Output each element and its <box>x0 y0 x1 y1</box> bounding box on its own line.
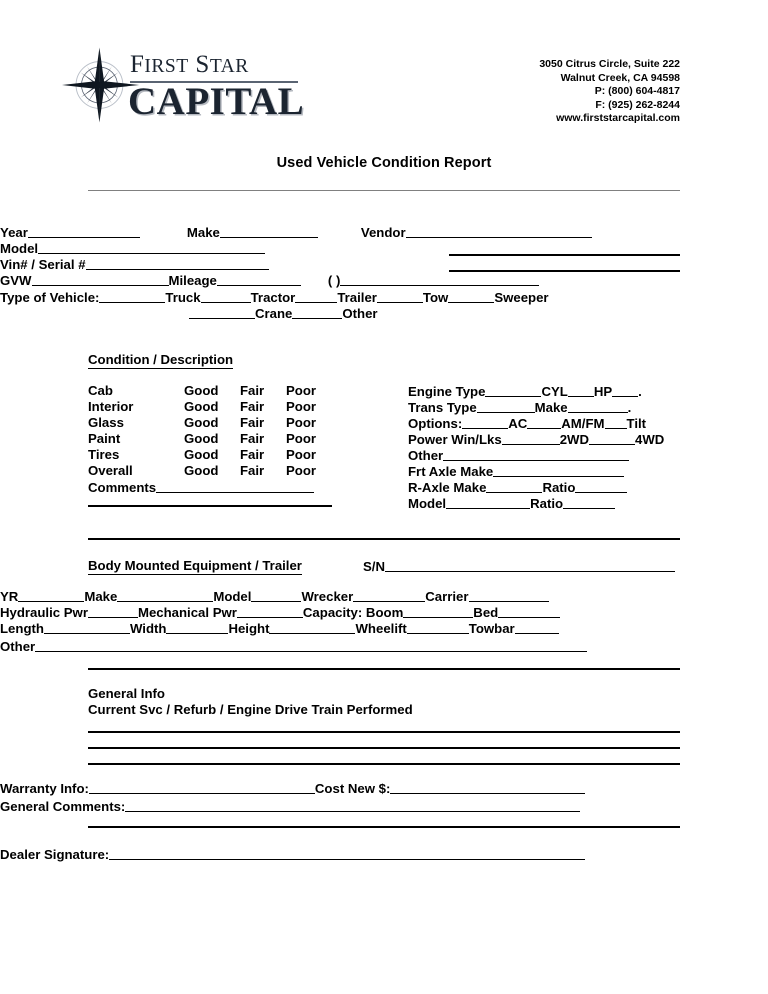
twowd-label: 2WD <box>559 432 589 447</box>
type-tractor-input-line[interactable] <box>295 289 337 303</box>
engine-row-period: . <box>638 384 642 399</box>
rating-poor[interactable]: Poor <box>286 431 317 446</box>
vehicle-gvw-mileage-row <box>0 272 539 288</box>
rating-fair[interactable]: Fair <box>240 399 265 414</box>
warranty-cost-row <box>0 780 585 796</box>
condition-section-divider <box>88 538 680 540</box>
condition-row-tires <box>88 447 316 462</box>
rear-axle-make-label: R-Axle Make <box>408 480 487 495</box>
condition-row-cab <box>88 383 316 398</box>
body-other-row <box>0 638 587 654</box>
vehicle-type-row <box>0 289 549 305</box>
wrecker-label: Wrecker <box>301 589 354 604</box>
rating-good[interactable]: Good <box>184 399 219 414</box>
trans-make-input-line[interactable] <box>568 399 628 413</box>
rating-fair[interactable]: Fair <box>240 431 265 446</box>
general-comments-row <box>0 798 580 814</box>
vendor-phone-input-line[interactable] <box>340 272 539 286</box>
vehicle-vin-row <box>0 256 269 272</box>
body-dimensions-row <box>0 620 559 636</box>
make-input-line[interactable] <box>220 224 318 238</box>
condition-item-label: Tires <box>88 447 120 462</box>
rating-fair[interactable]: Fair <box>240 415 265 430</box>
vendor-phone-paren: ( ) <box>327 273 341 288</box>
vendor-input-line[interactable] <box>406 224 592 238</box>
comments-input-line-1[interactable] <box>156 479 314 493</box>
type-truck-label: Truck <box>165 290 201 305</box>
rating-poor[interactable]: Poor <box>286 415 317 430</box>
body-make-label: Make <box>84 589 118 604</box>
body-yr-input-line[interactable] <box>18 588 84 602</box>
body-yr-label: YR <box>0 589 19 604</box>
engine-type-label: Engine Type <box>408 384 486 399</box>
body-equipment-heading: Body Mounted Equipment / Trailer <box>88 558 302 573</box>
hydraulic-pwr-label: Hydraulic Pwr <box>0 605 88 620</box>
general-info-heading: General Info <box>88 686 165 701</box>
body-make-input-line[interactable] <box>117 588 213 602</box>
rating-poor[interactable]: Poor <box>286 447 317 462</box>
height-label: Height <box>228 621 270 636</box>
engine-type-row <box>408 383 642 399</box>
rating-good[interactable]: Good <box>184 447 219 462</box>
engine-type-input-line[interactable] <box>485 383 541 397</box>
wheelift-label: Wheelift <box>355 621 407 636</box>
general-comments-input-line-1[interactable] <box>125 798 580 812</box>
type-other-label: Other <box>342 306 378 321</box>
body-other-input-line-2[interactable] <box>88 668 680 670</box>
front-axle-make-label: Frt Axle Make <box>408 464 494 479</box>
type-crane-input-line[interactable] <box>292 305 342 319</box>
mileage-input-line[interactable] <box>217 272 301 286</box>
gvw-label: GVW <box>0 273 32 288</box>
wrecker-input-line[interactable] <box>353 588 425 602</box>
year-input-line[interactable] <box>28 224 140 238</box>
body-yr-make-model-row <box>0 588 549 604</box>
cost-new-input-line[interactable] <box>390 780 585 794</box>
front-axle-input-line[interactable] <box>493 463 624 477</box>
length-input-line[interactable] <box>44 620 130 634</box>
type-truck-input-line[interactable] <box>201 289 251 303</box>
fourwd-label: 4WD <box>635 432 665 447</box>
warranty-input-line[interactable] <box>89 780 315 794</box>
power-windows-locks-row <box>408 431 664 447</box>
rating-good[interactable]: Good <box>184 431 219 446</box>
warranty-info-label: Warranty Info: <box>0 781 89 796</box>
logo-wordmark <box>128 44 305 128</box>
address-street: 3050 Citrus Circle, Suite 222 <box>539 58 680 70</box>
vehicle-model-row <box>0 240 265 256</box>
bed-label: Bed <box>473 605 499 620</box>
capacity-boom-label: Capacity: Boom <box>302 605 404 620</box>
width-input-line[interactable] <box>166 620 228 634</box>
cyl-label: CYL <box>541 384 568 399</box>
type-of-vehicle-label: Type of Vehicle: <box>0 290 100 305</box>
comments-input-line-2[interactable] <box>88 505 332 507</box>
axle-model-ratio-input-line[interactable] <box>563 495 615 509</box>
comments-label: Comments <box>88 480 157 495</box>
axle-model-input-line[interactable] <box>446 495 530 509</box>
vehicle-year-make-vendor-row <box>0 224 592 240</box>
mileage-label: Mileage <box>168 273 217 288</box>
model-label: Model <box>0 241 39 256</box>
rating-good[interactable]: Good <box>184 383 219 398</box>
wheelift-input-line[interactable] <box>407 620 469 634</box>
rating-poor[interactable]: Poor <box>286 463 317 478</box>
mechanical-other-label: Other <box>408 448 444 463</box>
general-comments-input-line-2[interactable] <box>88 826 680 828</box>
general-info-subheading: Current Svc / Refurb / Engine Drive Train Performed <box>88 702 413 717</box>
power-input-line[interactable] <box>502 431 560 445</box>
body-equipment-sn-row <box>363 558 675 574</box>
condition-item-label: Paint <box>88 431 121 446</box>
type-tow-input-line[interactable] <box>448 289 494 303</box>
condition-row-overall <box>88 463 316 478</box>
mechanical-pwr-label: Mechanical Pwr <box>137 605 237 620</box>
trans-type-label: Trans Type <box>408 400 477 415</box>
dealer-signature-input-line[interactable] <box>109 846 585 860</box>
tilt-label: Tilt <box>626 416 647 431</box>
height-input-line[interactable] <box>269 620 355 634</box>
hp-input-line[interactable] <box>612 383 638 397</box>
body-other-label: Other <box>0 639 36 654</box>
type-first-input-line[interactable] <box>99 289 165 303</box>
ac-input-line[interactable] <box>527 415 561 429</box>
mechanical-other-row <box>408 447 629 463</box>
options-row <box>408 415 646 431</box>
carrier-label: Carrier <box>425 589 469 604</box>
general-info-line-2[interactable] <box>88 747 680 749</box>
address-fax: F: (925) 262-8244 <box>595 98 680 111</box>
address-city-state-zip: Walnut Creek, CA 94598 <box>560 71 680 84</box>
condition-comments-row <box>88 479 314 495</box>
type-trailer-input-line[interactable] <box>377 289 423 303</box>
options-input-line[interactable] <box>462 415 508 429</box>
capacity-boom-input-line[interactable] <box>403 604 473 618</box>
title-divider-rule <box>88 190 680 191</box>
general-info-line-3[interactable] <box>88 763 680 765</box>
vehicle-type-row-2 <box>88 305 378 321</box>
condition-item-label: Overall <box>88 463 133 478</box>
body-other-input-line[interactable] <box>35 638 587 652</box>
rating-good[interactable]: Good <box>184 463 219 478</box>
power-win-lks-label: Power Win/Lks <box>408 432 502 447</box>
company-logo <box>62 44 305 136</box>
condition-item-label: Glass <box>88 415 124 430</box>
type-tow-label: Tow <box>422 290 449 305</box>
mechanical-other-input-line[interactable] <box>443 447 629 461</box>
condition-row-interior <box>88 399 316 414</box>
trans-row-period: . <box>627 400 632 415</box>
towbar-input-line[interactable] <box>515 620 559 634</box>
rating-poor[interactable]: Poor <box>286 383 317 398</box>
trans-type-input-line[interactable] <box>477 399 535 413</box>
rear-axle-input-line[interactable] <box>486 479 542 493</box>
type-tractor-label: Tractor <box>250 290 296 305</box>
condition-item-label: Interior <box>88 399 134 414</box>
general-info-line-1[interactable] <box>88 731 680 733</box>
address-website: www.firststarcapital.com <box>556 112 680 125</box>
condition-row-paint <box>88 431 316 446</box>
ac-label: AC <box>508 416 528 431</box>
document-header <box>0 0 768 145</box>
length-label: Length <box>0 621 44 636</box>
sn-label: S/N <box>363 559 385 574</box>
model-input-line[interactable] <box>38 240 265 254</box>
axle-model-ratio-label: Ratio <box>530 496 564 511</box>
dealer-signature-row <box>0 846 585 862</box>
rating-fair[interactable]: Fair <box>240 463 265 478</box>
trans-type-row <box>408 399 631 415</box>
type-sweeper-label: Sweeper <box>494 290 549 305</box>
rear-axle-ratio-label: Ratio <box>542 480 576 495</box>
condition-row-glass <box>88 415 316 430</box>
body-power-capacity-row <box>0 604 560 620</box>
type-trailer-label: Trailer <box>337 290 377 305</box>
front-axle-row <box>408 463 624 479</box>
page-title: Used Vehicle Condition Report <box>276 155 492 171</box>
hydraulic-input-line[interactable] <box>88 604 138 618</box>
rear-axle-ratio-input-line[interactable] <box>575 479 627 493</box>
rating-good[interactable]: Good <box>184 415 219 430</box>
twowd-input-line[interactable] <box>589 431 635 445</box>
sn-input-line[interactable] <box>385 558 675 572</box>
condition-section-heading: Condition / Description <box>88 352 234 367</box>
dealer-signature-label: Dealer Signature: <box>0 847 110 862</box>
axle-model-label: Model <box>408 496 447 511</box>
vendor-line-2[interactable] <box>449 254 680 256</box>
year-label: Year <box>0 225 28 240</box>
type-crane-label: Crane <box>255 306 293 321</box>
type-crane-prefix-line[interactable] <box>189 305 255 319</box>
cyl-input-line[interactable] <box>568 383 594 397</box>
address-phone: P: (800) 604-4817 <box>594 85 680 98</box>
logo-capital-text: CAPITAL <box>128 80 305 123</box>
rating-fair[interactable]: Fair <box>240 447 265 462</box>
amfm-label: AM/FM <box>561 416 605 431</box>
make-label: Make <box>186 225 220 240</box>
amfm-input-line[interactable] <box>605 415 627 429</box>
width-label: Width <box>129 621 167 636</box>
hp-label: HP <box>593 384 613 399</box>
rear-axle-row <box>408 479 627 495</box>
condition-item-label: Cab <box>88 383 113 398</box>
options-label: Options: <box>408 416 463 431</box>
gvw-input-line[interactable] <box>32 272 169 286</box>
mechanical-pwr-input-line[interactable] <box>237 604 303 618</box>
logo-first-star-text: FIRST STAR <box>130 51 249 78</box>
body-model-label: Model <box>213 589 252 604</box>
vin-input-line[interactable] <box>86 256 269 270</box>
axle-model-row <box>408 495 615 511</box>
vendor-label: Vendor <box>360 225 406 240</box>
body-model-input-line[interactable] <box>251 588 301 602</box>
cost-new-label: Cost New $: <box>314 781 391 796</box>
general-comments-label: General Comments: <box>0 799 126 814</box>
company-address-block <box>539 58 680 126</box>
towbar-label: Towbar <box>468 621 515 636</box>
rating-fair[interactable]: Fair <box>240 383 265 398</box>
vin-serial-label: Vin# / Serial # <box>0 257 86 272</box>
trans-make-label: Make <box>534 400 568 415</box>
rating-poor[interactable]: Poor <box>286 399 317 414</box>
carrier-input-line[interactable] <box>469 588 549 602</box>
bed-input-line[interactable] <box>498 604 560 618</box>
